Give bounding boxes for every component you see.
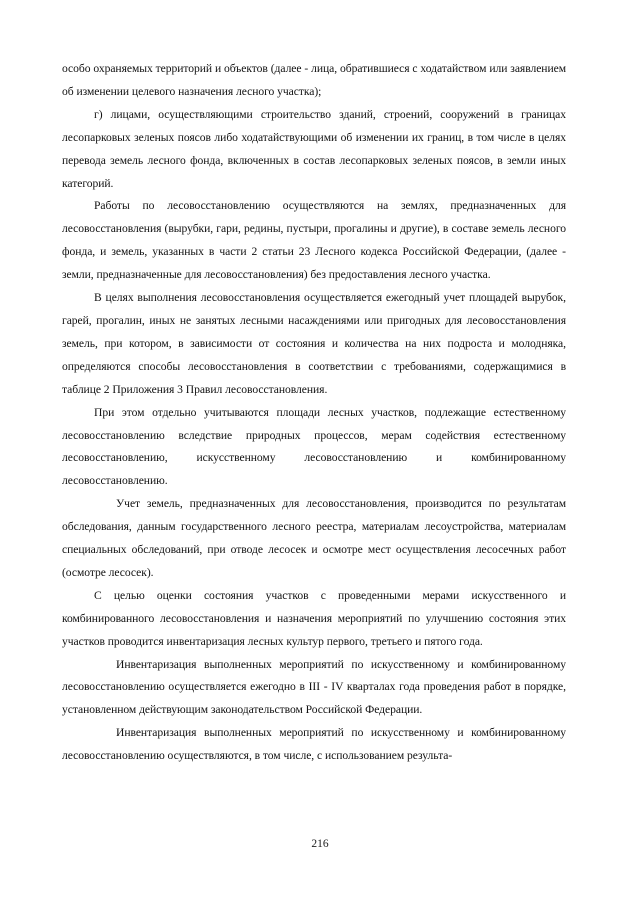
- paragraph-land-accounting: Учет земель, предназначенных для лесовосстановления, производится по результатам обследования, данным государственного лесного реестра, материалам лесоустройства, материалам специальных обследований, при отводе лесосек и осмотре мест осуществления лесосечных работ (осмотре лесосек).: [62, 497, 566, 579]
- paragraph-continuation: особо охраняемых территорий и объектов (далее - лица, обратившиеся с ходатайством или заявлением об изменении целевого назначения лесного участка);: [62, 62, 566, 98]
- page-number: 216: [311, 838, 329, 850]
- paragraph-separate-accounting: При этом отдельно учитываются площади лесных участков, подлежащие естественному лесовосстановлению вследствие природных процессов, мерам содействия естественному лесовосстановлению, искусственному лесовосстановлению и комбинированному лесовосстановлению.: [62, 405, 566, 488]
- paragraph-inventory-methods: Инвентаризация выполненных мероприятий по искусственному и комбинированному лесовосстановлению осуществляются, в том числе, с использованием результа-: [62, 726, 566, 763]
- paragraph-reforestation-works: Работы по лесовосстановлению осуществляются на землях, предназначенных для лесовосстановления (вырубки, гари, редины, пустыри, прогалины и другие), в составе земель лесного фонда, и земель, указанных в части 2 статьи 23 Лесного кодекса Российской Федерации, (далее - земли, предназначенные для лесовосстановления) без предоставления лесного участка.: [62, 199, 566, 282]
- paragraph-item-g: г) лицами, осуществляющими строительство зданий, строений, сооружений в границах лесопарковых зеленых поясов либо ходатайствующими об изменении их границ, в том числе в целях перевода земель лесного фонда, включенных в состав лесопарковых зеленых поясов, в земли иных категорий.: [62, 107, 566, 190]
- paragraph-annual-accounting: В целях выполнения лесовосстановления осуществляется ежегодный учет площадей вырубок, гарей, прогалин, иных не занятых лесными насаждениями или пригодных для лесовосстановления земель, при котором, в зависимости от состояния и количества на них подроста и молодняка, определяются способы лесовосстановления в соответствии с требованиями, содержащимися в таблице 2 Приложения 3 Правил лесовосстановления.: [62, 291, 566, 396]
- paragraph-inventory-purpose: С целью оценки состояния участков с проведенными мерами искусственного и комбинированного лесовосстановления и назначения мероприятий по улучшению состояния этих участков проводится инвентаризация лесных культур первого, третьего и пятого года.: [62, 588, 566, 648]
- paragraph-inventory-schedule: Инвентаризация выполненных мероприятий по искусственному и комбинированному лесовосстановлению осуществляется ежегодно в III - IV кварталах года проведения работ в порядке, установленном действующим законодательством Российской Федерации.: [62, 657, 566, 717]
- document-body: [62, 58, 566, 768]
